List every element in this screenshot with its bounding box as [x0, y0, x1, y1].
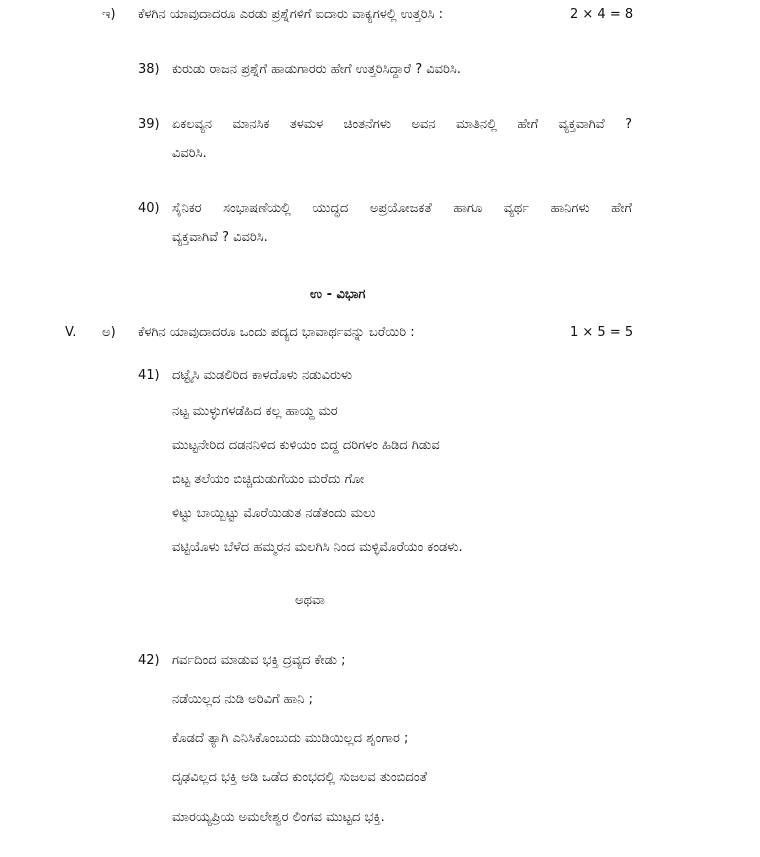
poem-line: ಳಿಟ್ಟು ಬಾಯ್ಬಿಟ್ಟು ಮೊರೆಯಿಡುತ ನಡೆತಂದು ಮಲು [172, 506, 376, 521]
poem-line: ಬಿಟ್ಟ ತಲೆಯಂ ಬಿಚ್ಚಿದುಡುಗೆಯಂ ಮರೆದು ಗೋ [172, 472, 365, 487]
section-roman-numeral: V. [65, 325, 77, 340]
question-text: ಸೈನಿಕರ ಸಂಭಾಷಣೆಯಲ್ಲಿ ಯುದ್ಧದ ಅಪ್ರಯೋಜಕತೆ ಹಾಗೂ ವ್ಯರ್ಥ ಹಾನಿಗಳು ಹೇಗೆ [172, 201, 632, 216]
question-text: ವ್ಯಕ್ತವಾಗಿವೆ ? ವಿವರಿಸಿ. [172, 230, 268, 245]
poem-line: ನಟ್ಟ ಮುಳ್ಳುಗಳಡೆಹಿದ ಕಲ್ಲ ಹಾಯ್ದ ಮರ [172, 404, 338, 419]
section-marks: 1 × 5 = 5 [570, 325, 634, 340]
poem-line: ಮುಟ್ಟನೇರಿದ ದಡನನಿಳಿದ ಕುಳಿಯಂ ಬಿದ್ದ ದರಿಗಳಂ ಹಿಡಿದ ಗಿಡುವ [172, 438, 440, 453]
poem-line: ದಟ್ಟೈಸಿ ಮಡಲಿರಿದ ಕಾಳದೊಳು ನಡುವಿರುಳು [172, 368, 353, 383]
question-text: ಕುರುಡು ರಾಜನ ಪ್ರಶ್ನೆಗೆ ಹಾಡುಗಾರರು ಹೇಗೆ ಉತ್ತರಿಸಿದ್ದಾರೆ ? ವಿವರಿಸಿ. [172, 62, 461, 77]
section-label: ಅ) [102, 325, 116, 340]
question-text: ವಿವರಿಸಿ. [172, 146, 207, 161]
poem-line: ಕೊಡದೆ ತ್ಯಾಗಿ ಎನಿಸಿಕೊಂಬುದು ಮುಡಿಯಿಲ್ಲದ ಶೃಂಗಾರ ; [172, 731, 409, 746]
question-number: 40) [138, 201, 160, 216]
question-number: 39) [138, 117, 160, 132]
poem-line: ವಟ್ಟಿಯೊಳು ಬೆಳೆದ ಹಮ್ಮರನ ಮಲಗಿಸಿ ನಿಂದ ಮಳ್ಳಿಮೊರೆಯಂ ಕಂಡಳು. [172, 540, 463, 555]
section-instruction: ಕೆಳಗಿನ ಯಾವುದಾದರೂ ಎರಡು ಪ್ರಶ್ನೆಗಳಿಗೆ ಐದಾರು ವಾಕ್ಯಗಳಲ್ಲಿ ಉತ್ತರಿಸಿ : [138, 7, 444, 22]
section-label: ಇ) [102, 7, 116, 22]
or-separator: ಅಥವಾ [295, 593, 325, 608]
poem-line: ಮಾರಯ್ಯಪ್ರಿಯ ಅಮಲೇಶ್ವರ ಲಿಂಗವ ಮುಟ್ಟದ ಭಕ್ತಿ. [172, 810, 385, 825]
section-heading: ಉ - ವಿಭಾಗ [310, 287, 366, 302]
question-number: 38) [138, 62, 160, 77]
question-number: 42) [138, 653, 160, 668]
poem-line: ದೃಢವಿಲ್ಲದ ಭಕ್ತಿ ಅಡಿ ಒಡೆದ ಕುಂಭದಲ್ಲಿ ಸುಜಲವ ತುಂಬಿದಂತೆ [172, 770, 427, 785]
question-number: 41) [138, 368, 160, 383]
section-marks: 2 × 4 = 8 [570, 7, 634, 22]
section-instruction: ಕೆಳಗಿನ ಯಾವುದಾದರೂ ಒಂದು ಪದ್ಯದ ಭಾವಾರ್ಥವನ್ನು ಬರೆಯಿರಿ : [138, 325, 415, 340]
question-text: ಏಕಲವ್ಯನ ಮಾನಸಿಕ ತಳಮಳ ಚಿಂತನೆಗಳು ಅವನ ಮಾತಿನಲ್ಲಿ ಹೇಗೆ ವ್ಯಕ್ತವಾಗಿವೆ ? [172, 117, 632, 132]
poem-line: ಗರ್ವದಿಂದ ಮಾಡುವ ಭಕ್ತಿ ದ್ರವ್ಯದ ಕೇಡು ; [172, 653, 346, 668]
poem-line: ನಡೆಯಿಲ್ಲದ ನುಡಿ ಅರಿವಿಗೆ ಹಾನಿ ; [172, 692, 314, 707]
